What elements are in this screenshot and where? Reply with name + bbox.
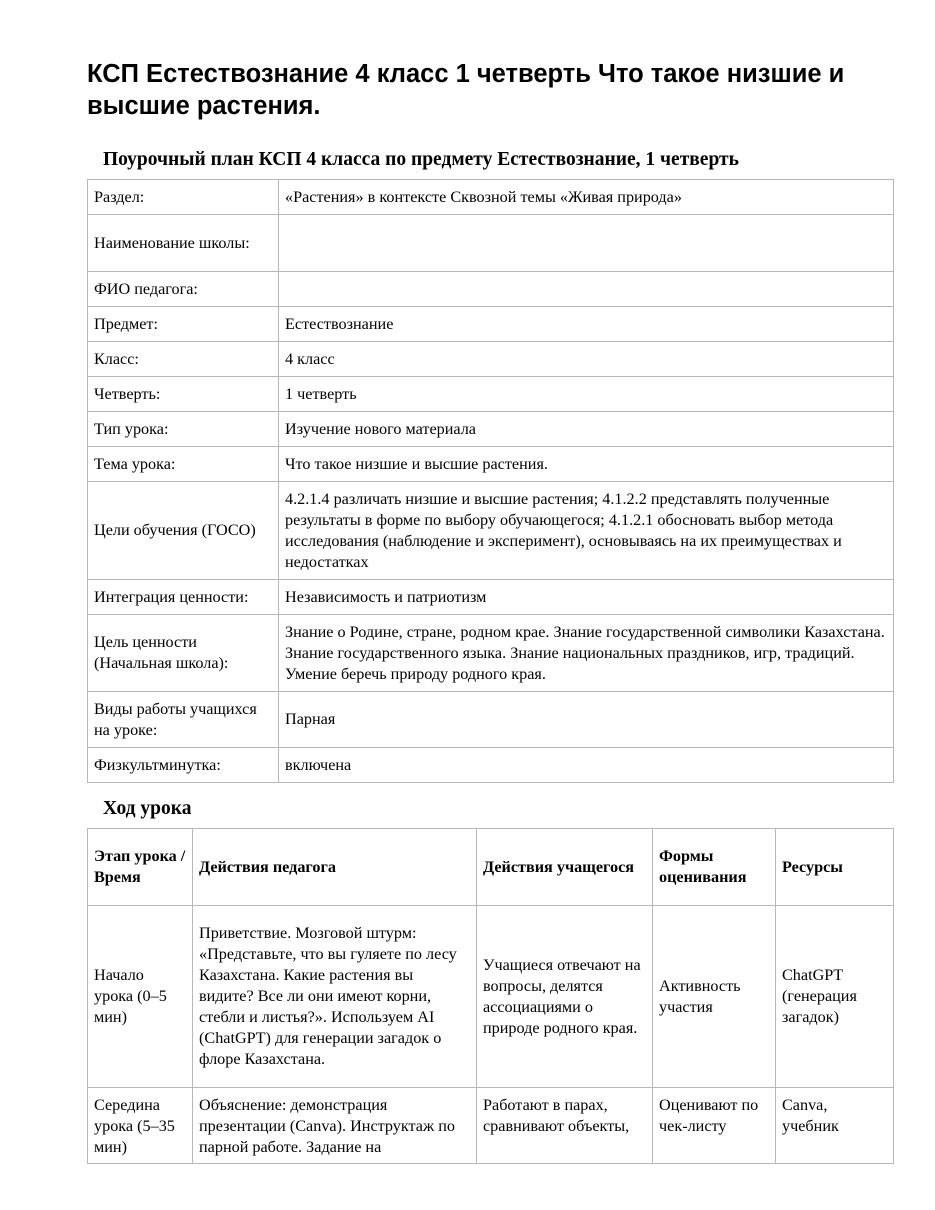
table-row [88,412,894,447]
table-row [88,692,894,748]
lesson-info-table [87,179,894,783]
student-actions-cell: Работают в парах, сравнивают объекты, [477,1088,653,1164]
stage-cell: Начало урока (0–5 мин) [88,906,193,1088]
info-label: Класс: [88,342,279,377]
column-header: Действия педагога [193,829,477,906]
column-header: Формы оценивания [653,829,776,906]
table-row [88,180,894,215]
student-actions-cell: Учащиеся отвечают на вопросы, делятся ассоциациями о природе родного края. [477,906,653,1088]
info-label: Цели обучения (ГОСО) [88,482,279,580]
table-row [88,447,894,482]
table-row [88,482,894,580]
info-label: Тип урока: [88,412,279,447]
info-value: «Растения» в контексте Сквозной темы «Живая природа» [279,180,894,215]
lesson-flow-table [87,828,894,1164]
plan-heading: Поурочный план КСП 4 класса по предмету Естествознание, 1 четверть [103,149,739,170]
info-value [279,215,894,272]
assessment-cell: Активность участия [653,906,776,1088]
resources-cell: Canva, учебник [776,1088,894,1164]
info-value: Парная [279,692,894,748]
table-row [88,272,894,307]
table-row [88,906,894,1088]
info-value: 4 класс [279,342,894,377]
column-header: Этап урока / Время [88,829,193,906]
table-row [88,615,894,692]
info-label: Интеграция ценности: [88,580,279,615]
info-label: Четверть: [88,377,279,412]
info-value: 1 четверть [279,377,894,412]
info-label: Тема урока: [88,447,279,482]
table-row [88,580,894,615]
table-row [88,377,894,412]
info-label: Физкультминутка: [88,748,279,783]
info-label: Раздел: [88,180,279,215]
table-row [88,1088,894,1164]
teacher-actions-cell: Объяснение: демонстрация презентации (Canva). Инструктаж по парной работе. Задание на [193,1088,477,1164]
table-header-row [88,829,894,906]
info-value [279,272,894,307]
info-value: Изучение нового материала [279,412,894,447]
page-title: КСП Естествознание 4 класс 1 четверть Что такое низшие и высшие растения. [87,60,845,120]
table-row [88,307,894,342]
info-label: Виды работы учащихся на уроке: [88,692,279,748]
table-row [88,342,894,377]
column-header: Действия учащегося [477,829,653,906]
table-row [88,215,894,272]
table-row [88,748,894,783]
assessment-cell: Оценивают по чек-листу [653,1088,776,1164]
info-label: Цель ценности (Начальная школа): [88,615,279,692]
info-label: Наименование школы: [88,215,279,272]
resources-cell: ChatGPT (генерация загадок) [776,906,894,1088]
lesson-heading: Ход урока [103,798,192,819]
teacher-actions-cell: Приветствие. Мозговой штурм: «Представьте, что вы гуляете по лесу Казахстана. Какие растения вы видите? Все ли они имеют корни, стебли и листья?». Используем AI (ChatGPT) для генерации загадок о флоре Казахстана. [193,906,477,1088]
column-header: Ресурсы [776,829,894,906]
info-value: 4.2.1.4 различать низшие и высшие растения; 4.1.2.2 представлять полученные результаты в форме по выбору обучающегося; 4.1.2.1 обосновать выбор метода исследования (наблюдение и эксперимент), основываясь на их преимуществах и недостатках [279,482,894,580]
info-value: включена [279,748,894,783]
info-label: Предмет: [88,307,279,342]
info-value: Знание о Родине, стране, родном крае. Знание государственной символики Казахстана. Знание государственного языка. Знание национальных праздников, игр, традиций. Умение беречь природу родного края. [279,615,894,692]
info-label: ФИО педагога: [88,272,279,307]
stage-cell: Середина урока (5–35 мин) [88,1088,193,1164]
info-value: Независимость и патриотизм [279,580,894,615]
info-value: Что такое низшие и высшие растения. [279,447,894,482]
info-value: Естествознание [279,307,894,342]
